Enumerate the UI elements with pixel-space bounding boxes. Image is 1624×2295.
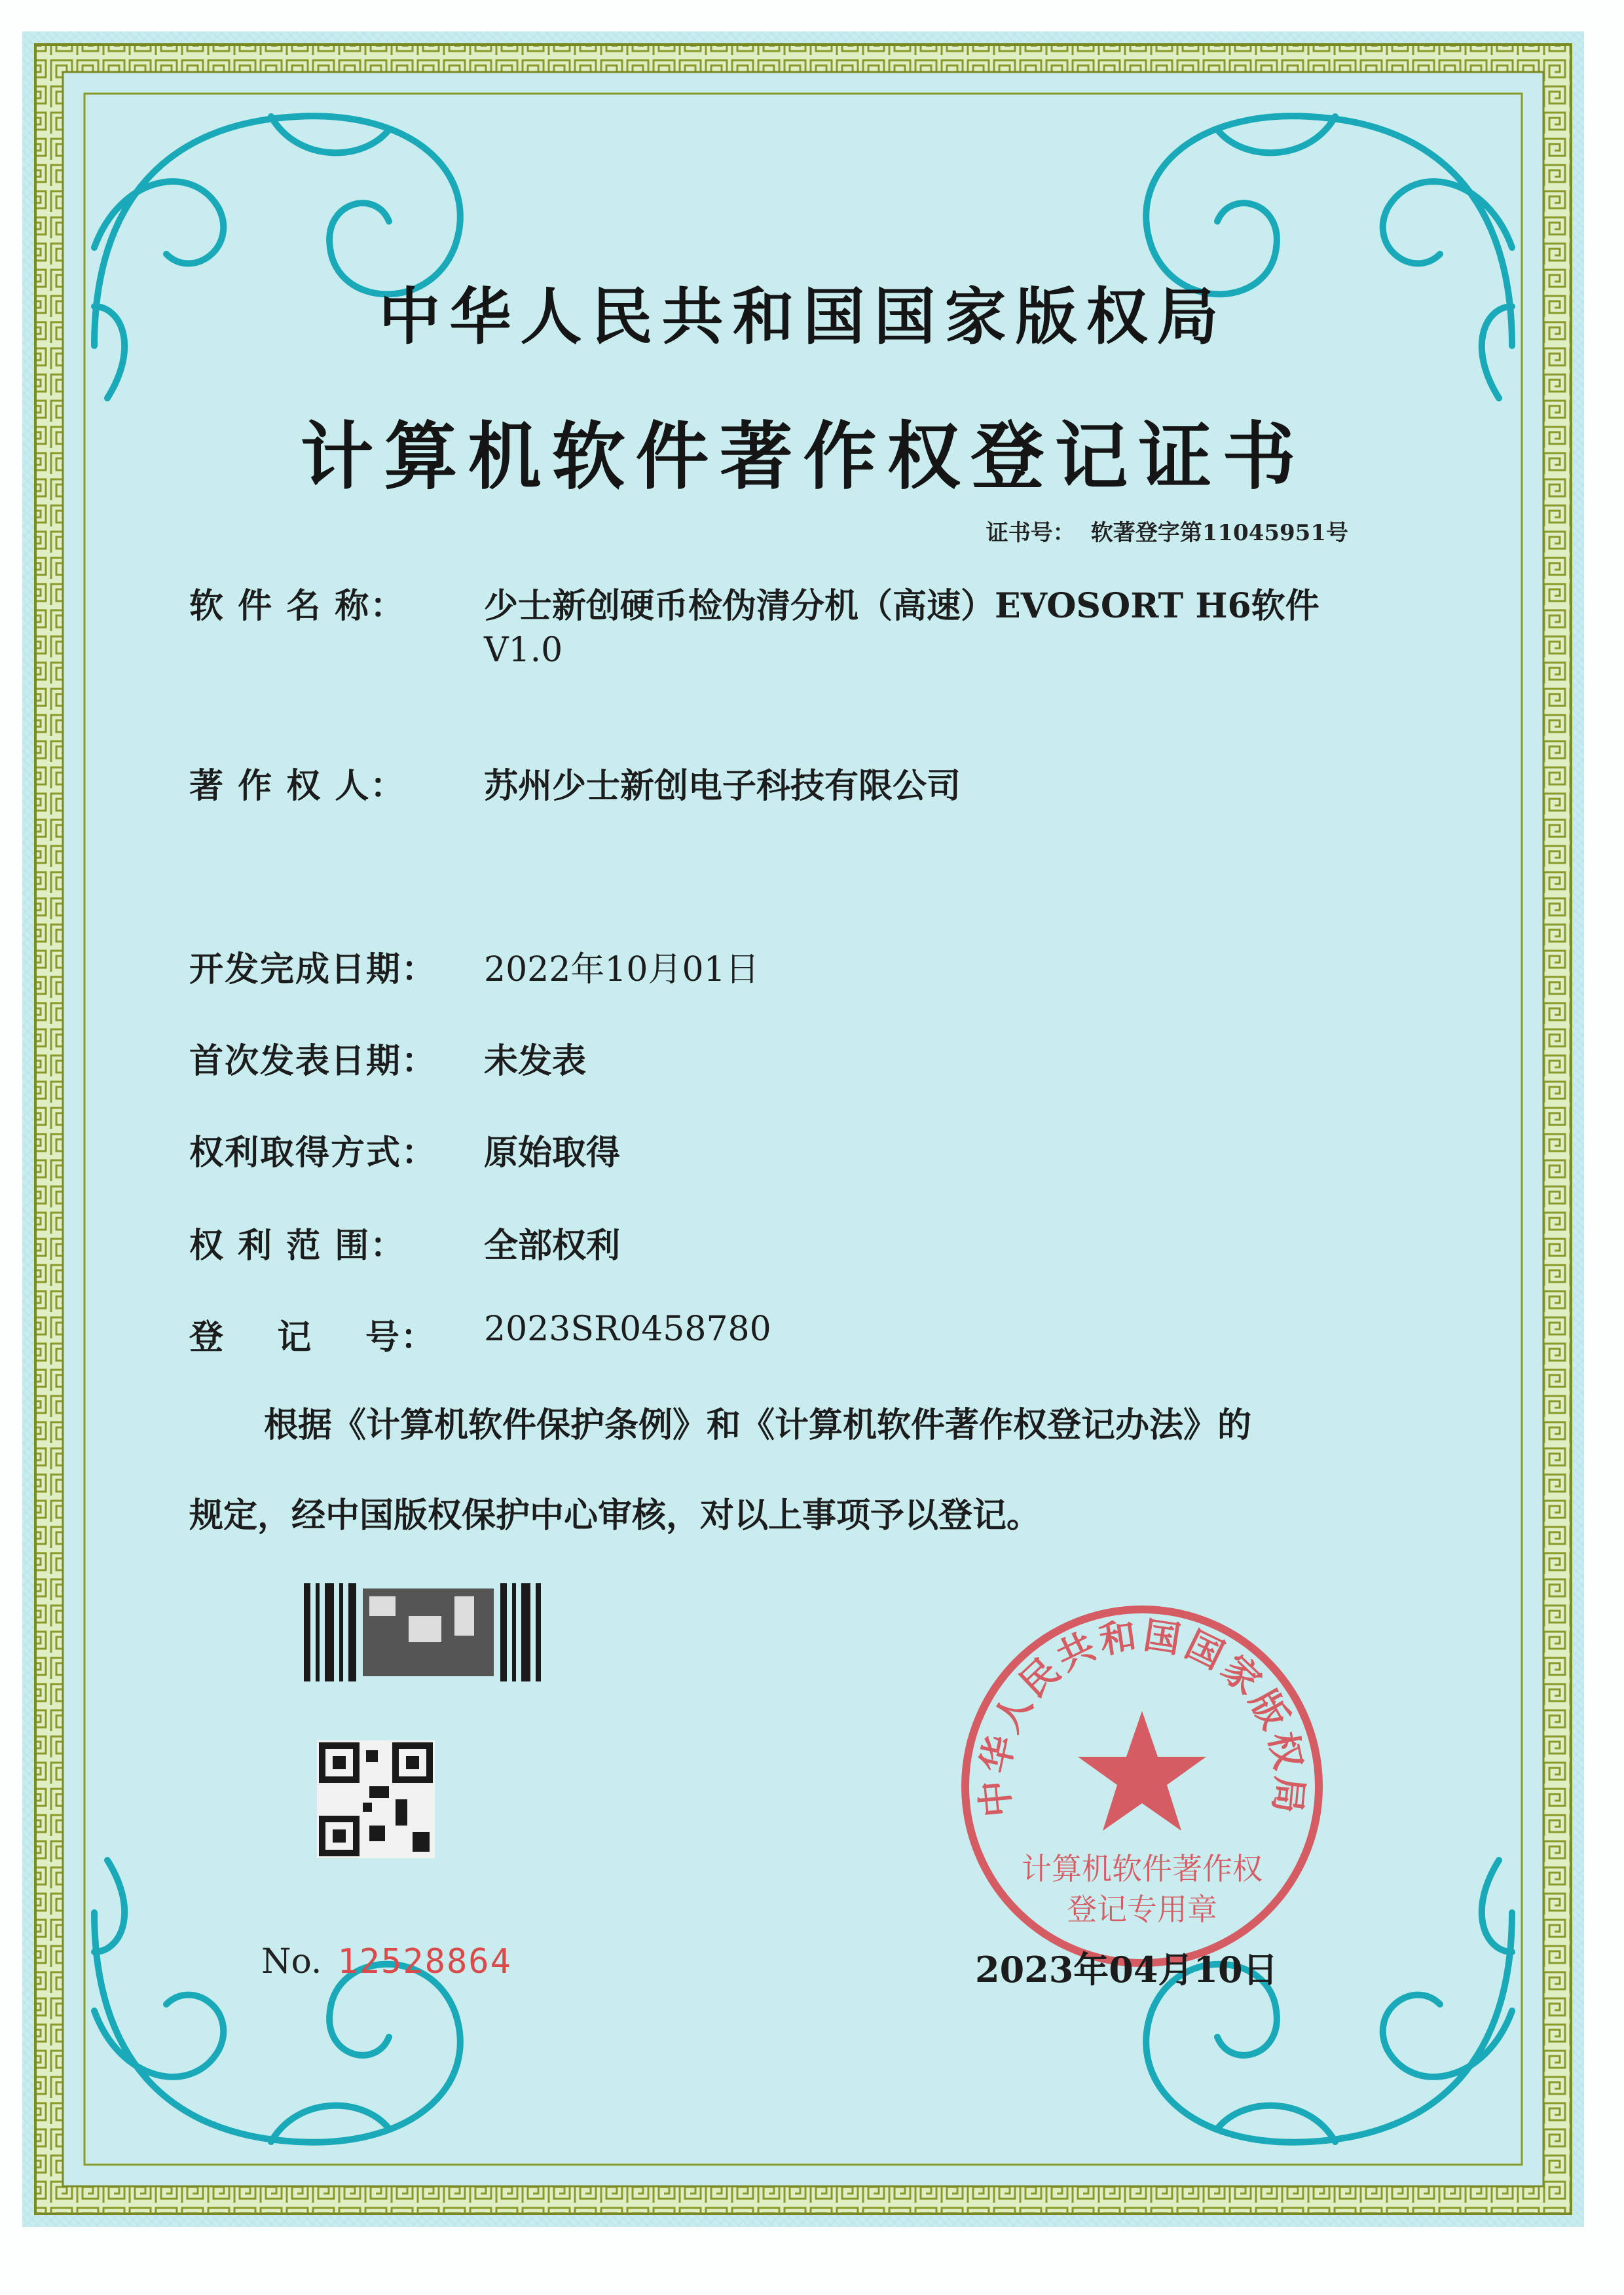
field-value-software-version: V1.0 [484, 631, 563, 670]
qr-code-icon [317, 1740, 435, 1858]
field-value-copyright-owner: 苏州少士新创电子科技有限公司 [484, 766, 961, 806]
statement-line-1-text: 根据《计算机软件保护条例》和《计算机软件著作权登记办法》的 [264, 1405, 1252, 1445]
field-value-rights-scope: 全部权利 [484, 1226, 621, 1266]
certificate-number-label: 证书号： [986, 520, 1075, 546]
certificate [22, 31, 1584, 2227]
field-label-registration-number: 登 记 号： [189, 1317, 436, 1357]
field-label-first-publication: 首次发表日期： [189, 1041, 437, 1081]
barcode-icon [304, 1583, 541, 1681]
field-value-completion-date: 2022年10月01日 [484, 950, 760, 989]
statement-line-1 [189, 1380, 1466, 1471]
field-label-acquisition-method: 权利取得方式： [189, 1133, 437, 1173]
field-value-software-name: 少士新创硬币检伪清分机（高速）EVOSORT H6软件 [484, 586, 1320, 626]
certificate-number [986, 515, 1348, 547]
official-seal [952, 1596, 1332, 1976]
seal-center-line-2: 登记专用章 [1067, 1892, 1217, 1927]
field-label-rights-scope: 权 利 范 围： [189, 1226, 406, 1266]
issuing-authority: 中华人民共和国国家版权局 [378, 281, 1228, 353]
seal-center-line-1: 计算机软件著作权 [1022, 1851, 1263, 1886]
field-label-completion-date: 开发完成日期： [189, 949, 437, 989]
statement-line-2: 规定，经中国版权保护中心审核，对以上事项予以登记。 [189, 1496, 1041, 1535]
field-value-first-publication: 未发表 [484, 1041, 587, 1081]
certificate-number-value: 软著登字第11045951号 [1090, 520, 1348, 546]
serial-number [261, 1942, 512, 1981]
certificate-title: 计算机软件著作权登记证书 [300, 414, 1306, 500]
field-label-software-name: 软 件 名 称： [189, 586, 406, 626]
field-label-copyright-owner: 著 作 权 人： [189, 766, 406, 806]
serial-value: 12528864 [337, 1942, 512, 1981]
field-value-registration-number: 2023SR0458780 [484, 1310, 771, 1349]
issue-date: 2023年04月10日 [975, 1949, 1278, 1991]
registration-statement [189, 1380, 1466, 1561]
field-value-acquisition-method: 原始取得 [484, 1133, 621, 1173]
seal-ring-text: 中华人民共和国国家版权局 [973, 1614, 1311, 1819]
seal-star-icon [1078, 1711, 1206, 1831]
serial-label: No. [261, 1942, 322, 1981]
